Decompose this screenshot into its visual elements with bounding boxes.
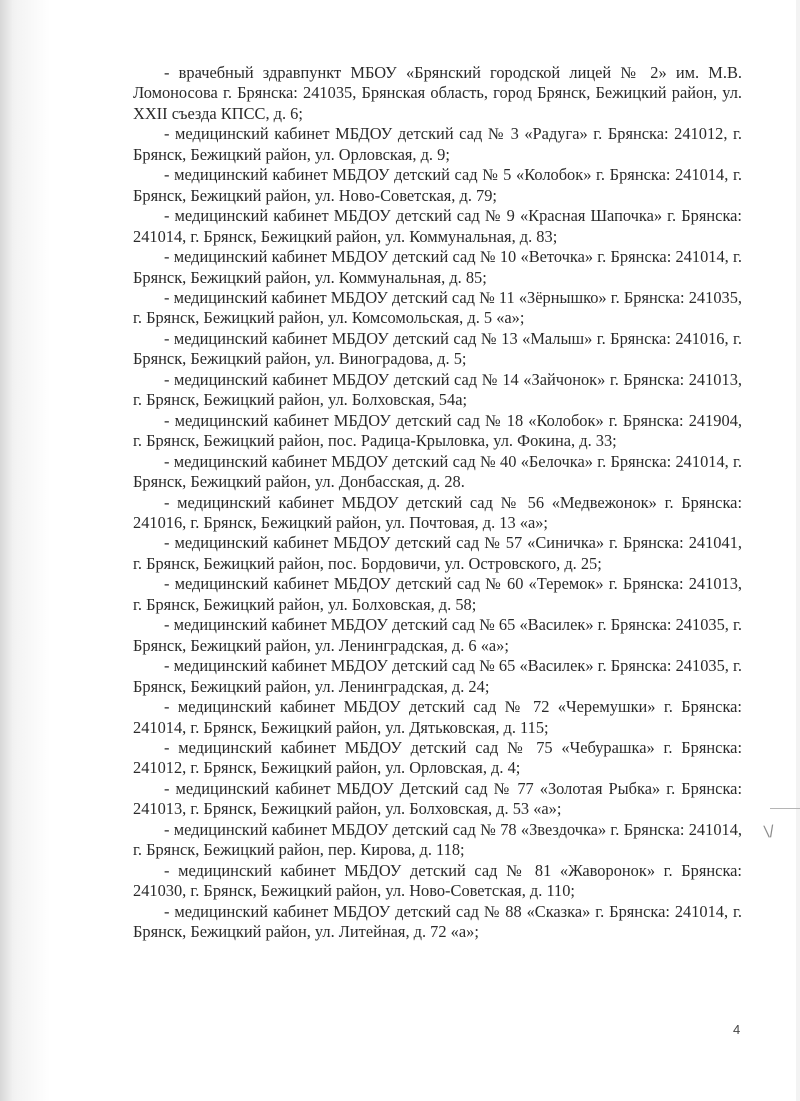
- list-item: [133, 738, 742, 779]
- list-item-text: - медицинский кабинет МБДОУ детский сад № 10 «Веточка» г. Брянска: 241014, г. Брянск, Бежицкий район, ул. Коммунальная, д. 85;: [133, 247, 742, 287]
- list-item-text: - медицинский кабинет МБДОУ Детский сад № 77 «Золотая Рыбка» г. Брянска: 241013, г. Брянск, Бежицкий район, ул. Болховская, д. 53 «а»;: [133, 778, 742, 819]
- list-item: [133, 63, 742, 124]
- list-item: [133, 247, 742, 288]
- list-item-text: - медицинский кабинет МБДОУ детский сад № 40 «Белочка» г. Брянска: 241014, г. Брянск, Бежицкий район, ул. Донбасская, д. 28.: [133, 451, 742, 492]
- list-item: [133, 370, 742, 411]
- list-item-text: - медицинский кабинет МБДОУ детский сад № 9 «Красная Шапочка» г. Брянска: 241014, г. Брянск, Бежицкий район, ул. Коммунальная, д. 83;: [133, 206, 742, 246]
- list-item-text: - медицинский кабинет МБДОУ детский сад № 78 «Звездочка» г. Брянска: 241014, г. Брянск, Бежицкий район, пер. Кирова, д. 118;: [133, 819, 742, 860]
- list-item: [133, 533, 742, 574]
- list-item-text: - медицинский кабинет МБДОУ детский сад № 57 «Синичка» г. Брянска: 241041, г. Брянск, Бежицкий район, пос. Бордовичи, ул. Островского, д. 25;: [133, 533, 742, 573]
- scan-shadow-right: [796, 0, 800, 1101]
- list-item: [133, 820, 742, 861]
- list-item: [133, 697, 742, 738]
- list-item: [133, 165, 742, 206]
- page-number: 4: [733, 1022, 741, 1037]
- list-item-text: - медицинский кабинет МБДОУ детский сад № 13 «Малыш» г. Брянска: 241016, г. Брянск, Бежицкий район, ул. Виноградова, д. 5;: [133, 328, 742, 369]
- margin-check-mark: \/: [762, 821, 776, 841]
- list-item-text: - медицинский кабинет МБДОУ детский сад № 18 «Колобок» г. Брянска: 241904, г. Брянск, Бежицкий район, пос. Радица-Крыловка, ул. Фокина, д. 33;: [133, 410, 742, 451]
- list-item: [133, 411, 742, 452]
- list-item: [133, 206, 742, 247]
- list-item: [133, 656, 742, 697]
- list-item: [133, 124, 742, 165]
- list-item: [133, 452, 742, 493]
- list-item: [133, 861, 742, 902]
- scan-shadow-left: [0, 0, 12, 1101]
- list-item-text: - медицинский кабинет МБДОУ детский сад № 60 «Теремок» г. Брянска: 241013, г. Брянск, Бежицкий район, ул. Болховская, д. 58;: [133, 574, 742, 614]
- list-item-text: - медицинский кабинет МБДОУ детский сад № 88 «Сказка» г. Брянска: 241014, г. Брянск, Бежицкий район, ул. Литейная, д. 72 «а»;: [133, 901, 742, 942]
- margin-line: [770, 808, 800, 809]
- list-item: [133, 574, 742, 615]
- list-item-text: - медицинский кабинет МБДОУ детский сад № 65 «Василек» г. Брянска: 241035, г. Брянск, Бежицкий район, ул. Ленинградская, д. 24;: [133, 656, 742, 696]
- list-item: [133, 615, 742, 656]
- list-item-text: - медицинский кабинет МБДОУ детский сад № 56 «Медвежонок» г. Брянска: 241016, г. Брянск, Бежицкий район, ул. Почтовая, д. 13 «а»;: [133, 492, 742, 532]
- list-item: [133, 329, 742, 370]
- list-item: [133, 493, 742, 534]
- list-item-text: - медицинский кабинет МБДОУ детский сад № 14 «Зайчонок» г. Брянска: 241013, г. Брянск, Бежицкий район, ул. Болховская, 54а;: [133, 369, 742, 410]
- list-item-text: - медицинский кабинет МБДОУ детский сад № 3 «Радуга» г. Брянска: 241012, г. Брянск, Бежицкий район, ул. Орловская, д. 9;: [133, 124, 742, 164]
- list-item-text: - медицинский кабинет МБДОУ детский сад № 11 «Зёрнышко» г. Брянска: 241035, г. Брянск, Бежицкий район, ул. Комсомольская, д. 5 «а»;: [133, 287, 742, 328]
- list-item-text: - медицинский кабинет МБДОУ детский сад № 5 «Колобок» г. Брянска: 241014, г. Брянск, Бежицкий район, ул. Ново-Советская, д. 79;: [133, 165, 742, 205]
- list-item: [133, 288, 742, 329]
- list-item-text: - медицинский кабинет МБДОУ детский сад № 72 «Черемушки» г. Брянска: 241014, г. Брянск, Бежицкий район, ул. Дятьковская, д. 115;: [133, 697, 742, 737]
- document-body: [133, 63, 742, 942]
- list-item-text: - медицинский кабинет МБДОУ детский сад № 81 «Жаворонок» г. Брянска: 241030, г. Брянск, Бежицкий район, ул. Ново-Советская, д. 110;: [133, 860, 742, 901]
- list-item-text: - медицинский кабинет МБДОУ детский сад № 65 «Василек» г. Брянска: 241035, г. Брянск, Бежицкий район, ул. Ленинградская, д. 6 «а»;: [133, 615, 742, 655]
- list-item: [133, 902, 742, 943]
- list-item-text: - медицинский кабинет МБДОУ детский сад № 75 «Чебурашка» г. Брянска: 241012, г. Брянск, Бежицкий район, ул. Орловская, д. 4;: [133, 737, 742, 778]
- list-item: [133, 779, 742, 820]
- list-item-text: - врачебный здравпункт МБОУ «Брянский городской лицей № 2» им. М.В. Ломоносова г. Брянска: 241035, Брянская область, город Брянск, Бежицкий район, ул. XXII съезда КПСС, д. 6;: [133, 63, 742, 123]
